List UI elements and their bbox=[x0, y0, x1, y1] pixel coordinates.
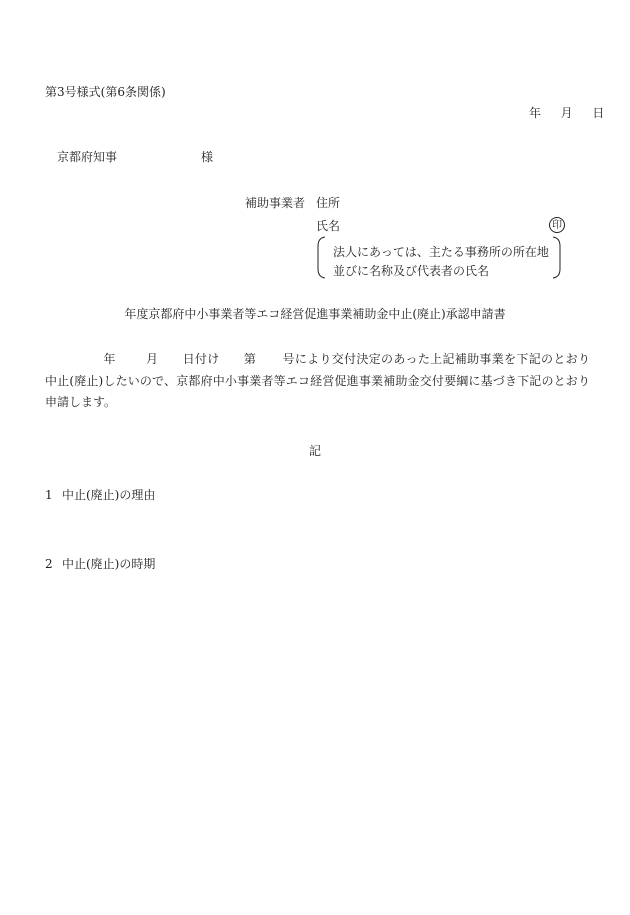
date-year: 年 bbox=[529, 106, 542, 120]
date-month: 月 bbox=[560, 106, 573, 120]
addressee bbox=[57, 149, 213, 165]
name-label: 氏名 bbox=[316, 219, 341, 233]
ki-heading: 記 bbox=[308, 444, 321, 458]
item-number: 2 bbox=[45, 557, 53, 571]
body-month: 月 bbox=[145, 352, 159, 366]
address-label: 住所 bbox=[316, 196, 341, 210]
document-title: 年度京都府中小事業者等エコ経営促進事業補助金中止(廃止)承認申請書 bbox=[124, 307, 506, 321]
addressee-suffix: 様 bbox=[201, 150, 214, 164]
left-bracket bbox=[318, 237, 325, 278]
right-bracket bbox=[553, 237, 560, 278]
body-dated: 日付け bbox=[182, 352, 220, 366]
item-number: 1 bbox=[45, 488, 53, 502]
date-day: 日 bbox=[592, 106, 605, 120]
item-reason bbox=[45, 487, 155, 503]
item-period bbox=[45, 556, 155, 572]
body-paragraph bbox=[45, 349, 590, 414]
seal-mark: 印 bbox=[549, 217, 565, 233]
corporation-note-line1: 法人にあっては、主たる事務所の所在地 bbox=[333, 245, 549, 259]
body-text: 号により交付決定のあった上記補助事業を下記のとおり中止(廃止)したいので、京都府中小事業者等エコ経営促進事業補助金交付要綱に基づき下記のとおり申請します。 bbox=[45, 352, 590, 409]
body-dai: 第 bbox=[243, 352, 257, 366]
applicant-label: 補助事業者 bbox=[245, 196, 306, 210]
form-number: 第3号様式(第6条関係) bbox=[45, 85, 166, 99]
item-text: 中止(廃止)の理由 bbox=[62, 488, 156, 502]
item-text: 中止(廃止)の時期 bbox=[62, 557, 156, 571]
corporation-note-line2: 並びに名称及び代表者の氏名 bbox=[333, 264, 490, 278]
addressee-name: 京都府知事 bbox=[57, 150, 118, 164]
date-line bbox=[529, 105, 604, 121]
body-year: 年 bbox=[103, 352, 116, 366]
